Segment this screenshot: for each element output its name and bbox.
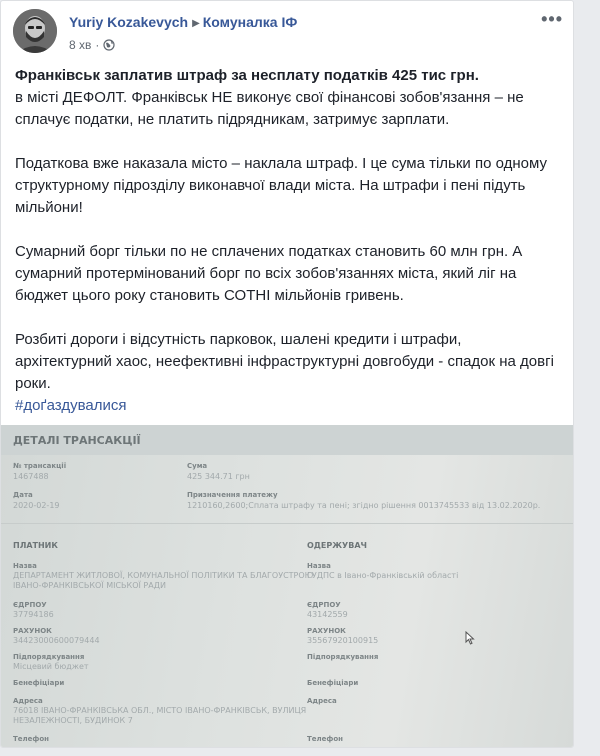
post-paragraph-1 (15, 65, 559, 131)
purpose-value: 1210160,2600;Сплата штрафу та пені; згідно рішення 0013745533 від 13.02.2020р. (187, 501, 541, 510)
payee-account-value: 35567920100915 (307, 636, 379, 645)
payee-edrpou-value: 43142559 (307, 610, 348, 619)
meta-separator: · (95, 38, 100, 52)
payer-phone-label: Телефон (13, 735, 49, 743)
payer-name-label: Назва (13, 562, 37, 570)
txn-no-value: 1467488 (13, 472, 49, 481)
post-photo[interactable] (1, 425, 574, 748)
avatar-image (13, 9, 57, 53)
payer-title: ПЛАТНИК (13, 541, 58, 550)
photo-title: ДЕТАЛІ ТРАНСАКЦІЇ (13, 434, 141, 447)
arrow-right-icon: ▶ (192, 18, 200, 29)
sum-label: Сума (187, 462, 208, 470)
sum-value: 425 344.71 грн (187, 472, 250, 481)
post-paragraph-1-text: в місті ДЕФОЛТ. Франківськ НЕ виконує свої фінансові зобов'язання – не сплачує податки, не платить підрядникам, затримує зарплати. (15, 89, 524, 128)
payee-edrpou-label: ЄДРПОУ (307, 601, 341, 609)
payer-beneficiaries-label: Бенефіціари (13, 679, 65, 687)
post-meta (69, 38, 115, 54)
post-text (1, 63, 573, 417)
payer-account-label: РАХУНОК (13, 627, 52, 635)
more-options-icon[interactable]: ••• (541, 9, 563, 29)
post-paragraph-3: Сумарний борг тільки по не сплачених податках становить 60 млн грн. А сумарний протермінований борг по всіх зобов'язаннях міста, який ліг на бюджет цього року становить СОТНІ мільйонів гривень. (15, 243, 523, 304)
post-time[interactable]: 8 хв (69, 38, 92, 52)
payee-subdivision-label: Підпорядкування (307, 653, 379, 661)
payee-beneficiaries-label: Бенефіціари (307, 679, 359, 687)
payer-subdivision-value: Місцевий бюджет (13, 662, 89, 671)
post-header (1, 1, 573, 63)
group-name[interactable]: Комуналка ІФ (202, 14, 298, 30)
author-avatar[interactable] (13, 9, 57, 53)
payee-name-label: Назва (307, 562, 331, 570)
txn-no-label: № трансакції (13, 462, 67, 470)
post-headline: Франківськ заплатив штраф за несплату податків 425 тис грн. (15, 67, 479, 84)
payee-title: ОДЕРЖУВАЧ (307, 541, 367, 550)
date-label: Дата (13, 491, 33, 499)
payer-account-value: 34423000600079444 (13, 636, 100, 645)
photo-divider (1, 523, 574, 524)
payee-name-value: ГУДПС в Івано-Франківській області (307, 571, 459, 580)
post-paragraph-2: Податкова вже наказала місто – наклала штраф. І це сума тільки по одному структурному підрозділу виконавчої влади міста. На штрафи і пені підуть мільйони! (15, 155, 547, 216)
date-value: 2020-02-19 (13, 501, 60, 510)
payer-name-line-2: ІВАНО-ФРАНКІВСЬКОЇ МІСЬКОЇ РАДИ (13, 581, 166, 590)
author-line (69, 14, 297, 30)
payer-address-line-2: НЕЗАЛЕЖНОСТІ, БУДИНОК 7 (13, 716, 133, 725)
payer-name-line-1: ДЕПАРТАМЕНТ ЖИТЛОВОЇ, КОМУНАЛЬНОЇ ПОЛІТИКИ ТА БЛАГОУСТРОЮ (13, 571, 314, 580)
payer-address-line-1: 76018 ІВАНО-ФРАНКІВСЬКА ОБЛ., МІСТО ІВАНО-ФРАНКІВСЬК, ВУЛИЦЯ (13, 706, 307, 715)
purpose-label: Призначення платежу (187, 491, 278, 499)
payer-subdivision-label: Підпорядкування (13, 653, 85, 661)
author-name[interactable]: Yuriy Kozakevych (69, 14, 189, 30)
payer-edrpou-label: ЄДРПОУ (13, 601, 47, 609)
payer-edrpou-value: 37794186 (13, 610, 54, 619)
payee-account-label: РАХУНОК (307, 627, 346, 635)
hashtag-link[interactable]: #доґаздувалися (15, 397, 127, 414)
payee-address-label: Адреса (307, 697, 337, 705)
globe-icon[interactable] (103, 39, 115, 54)
payee-phone-label: Телефон (307, 735, 343, 743)
post-paragraph-4: Розбиті дороги і відсутність парковок, шалені кредити і штрафи, архітектурний хаос, неефективні інфраструктурні довгобуди - спадок на довгі роки. (15, 331, 554, 392)
mouse-cursor-icon (465, 631, 475, 650)
payer-address-label: Адреса (13, 697, 43, 705)
